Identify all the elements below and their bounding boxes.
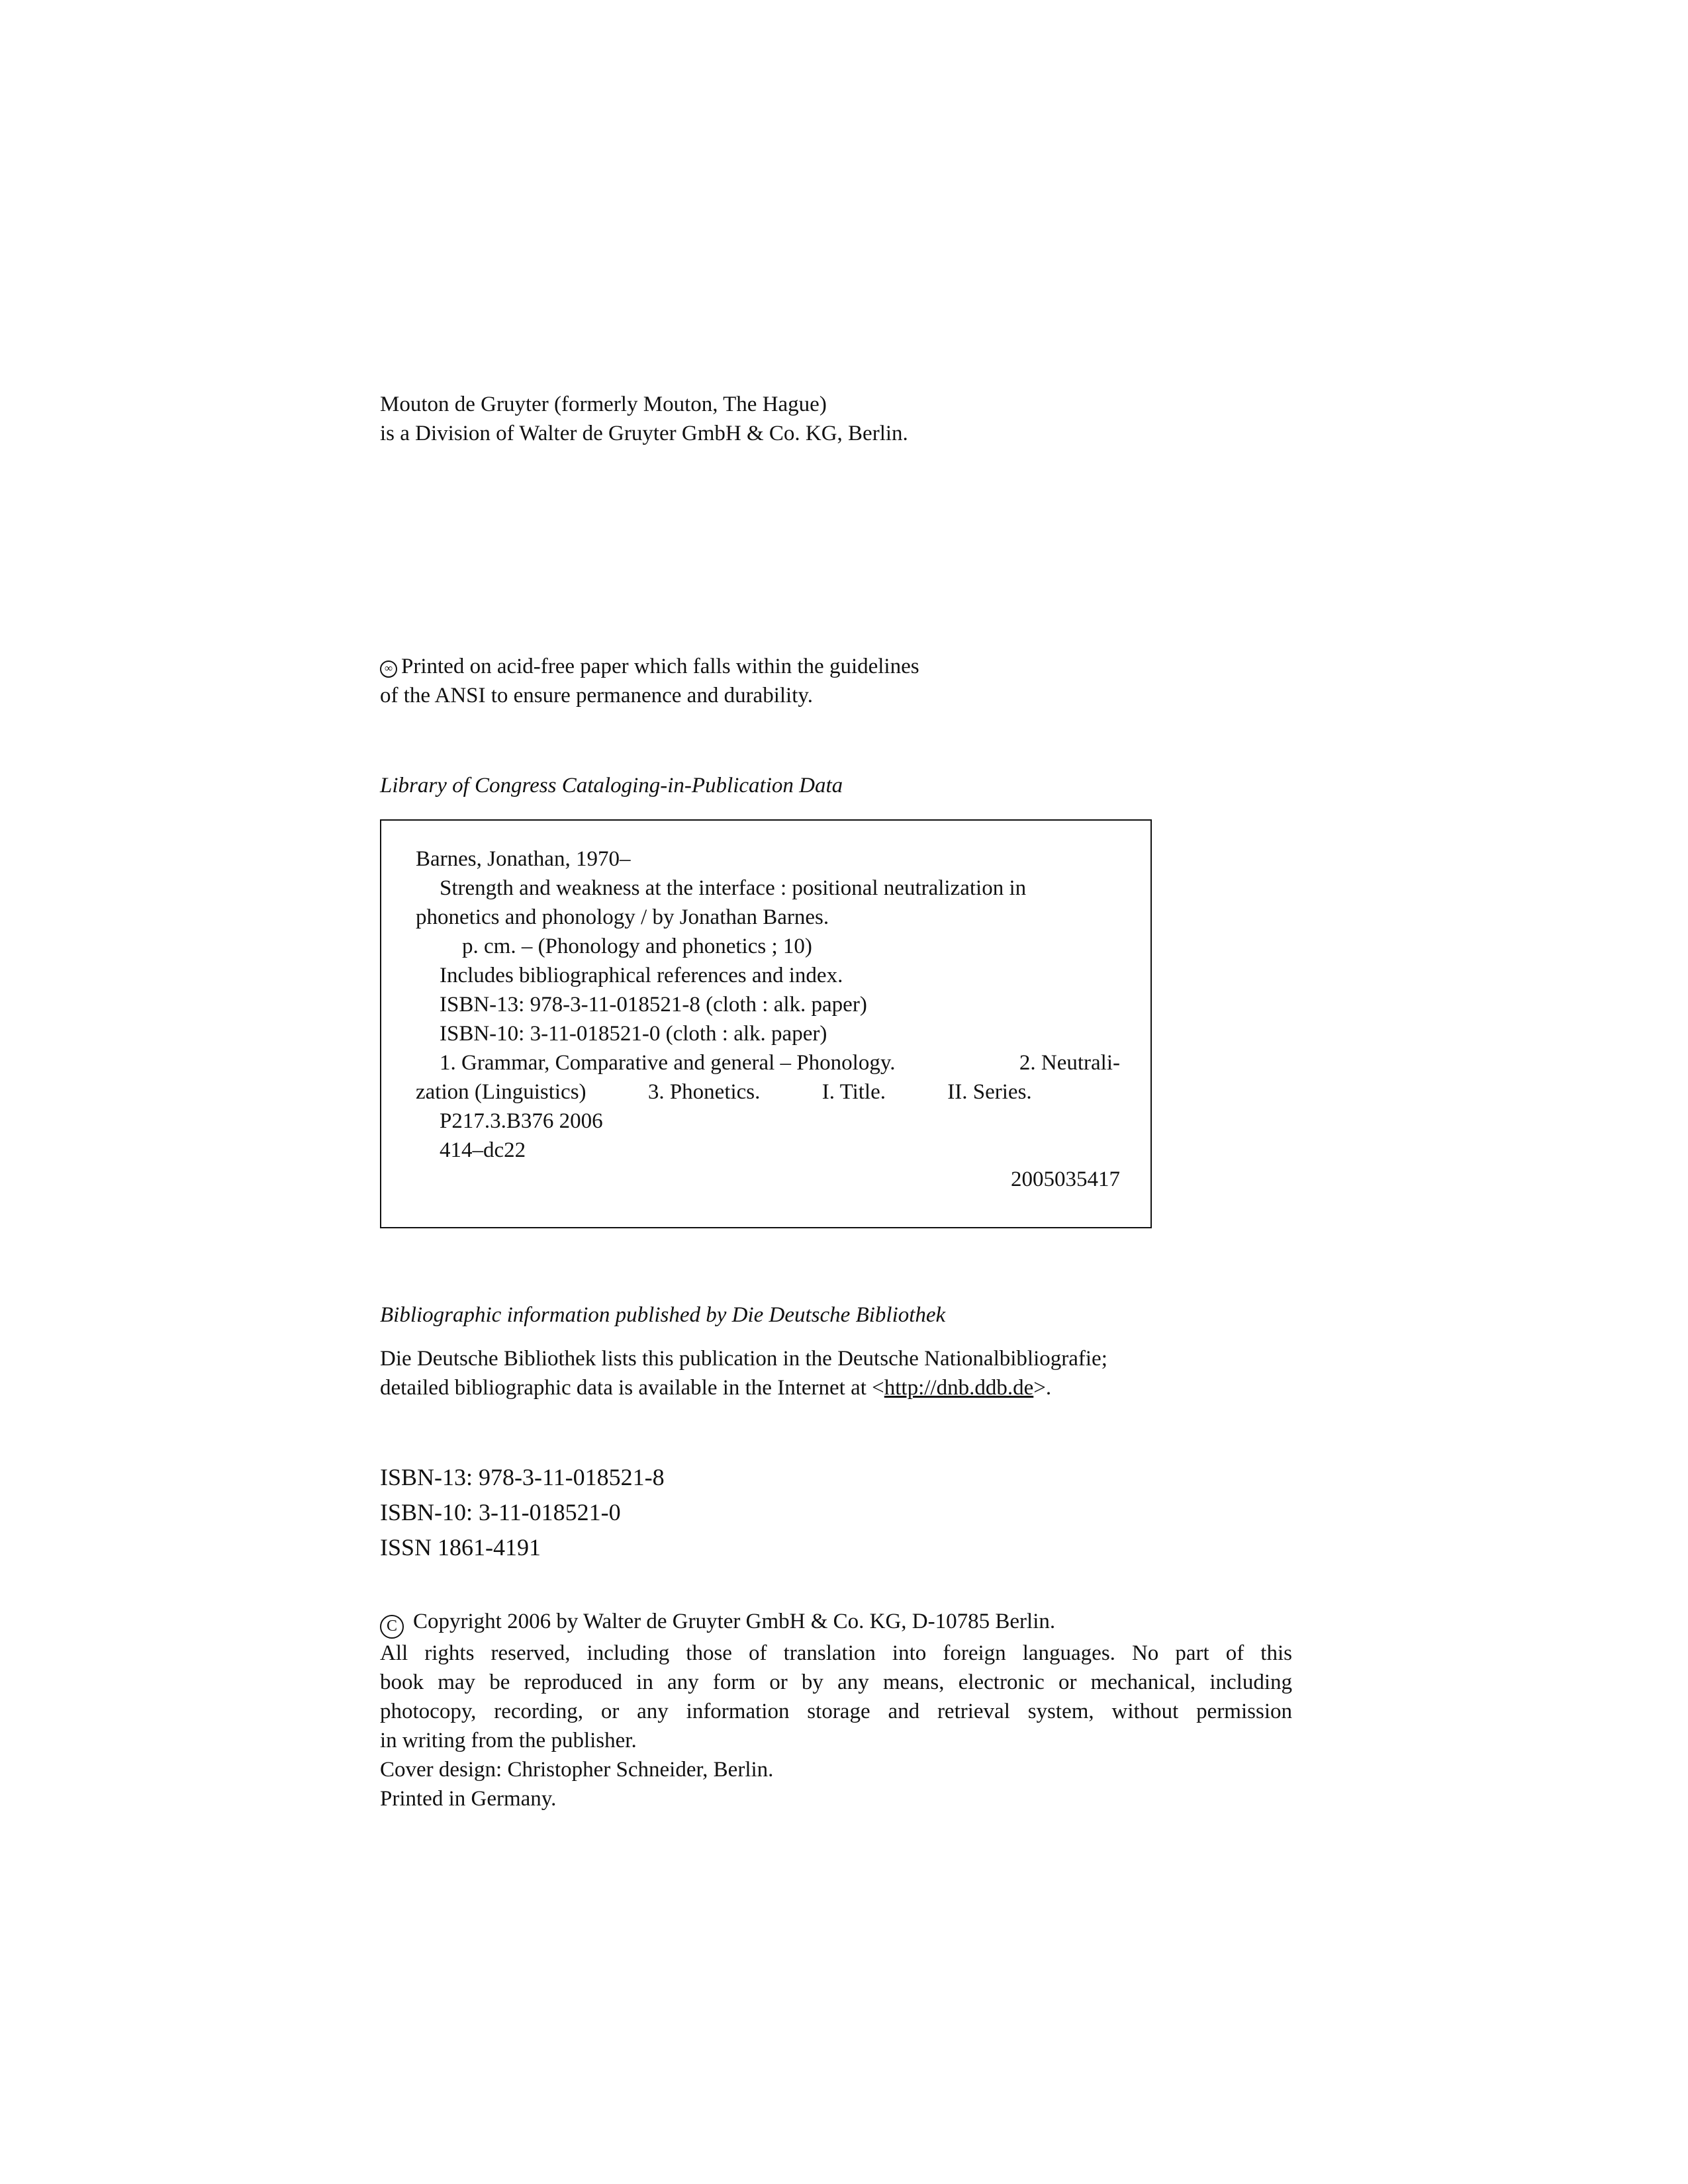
rights-line-2: book may be reproduced in any form or by any means, electronic or mechanical, including xyxy=(380,1670,1292,1694)
cip-isbn10: ISBN-10: 3-11-018521-0 (cloth : alk. paper) xyxy=(440,1022,827,1046)
acid-free-line-1: Printed on acid-free paper which falls within the guidelines xyxy=(401,655,919,678)
issn: ISSN 1861-4191 xyxy=(380,1534,541,1561)
copyright-line: Copyright 2006 by Walter de Gruyter GmbH & Co. KG, D-10785 Berlin. xyxy=(413,1610,1056,1633)
cip-author: Barnes, Jonathan, 1970– xyxy=(416,847,631,871)
cip-physical: p. cm. – (Phonology and phonetics ; 10) xyxy=(462,934,812,958)
dnb-link[interactable]: http://dnb.ddb.de xyxy=(884,1376,1034,1400)
cip-title-entry: I. Title. xyxy=(821,1080,886,1104)
acid-free-line-2: of the ANSI to ensure permanence and durability. xyxy=(380,684,813,707)
infinity-circle-icon: ∞ xyxy=(380,660,397,678)
cip-call-number: P217.3.B376 2006 xyxy=(440,1109,603,1133)
dnb-notice xyxy=(380,1344,1107,1402)
loc-heading: Library of Congress Cataloging-in-Publication Data xyxy=(380,774,843,797)
dnb-line-2-suffix: >. xyxy=(1033,1376,1052,1400)
copyright-notice xyxy=(380,1607,1292,1813)
isbn10: ISBN-10: 3-11-018521-0 xyxy=(380,1499,621,1525)
publisher-line-1: Mouton de Gruyter (formerly Mouton, The Hague) xyxy=(380,392,827,416)
publisher-statement xyxy=(380,390,908,448)
dnb-line-2-prefix: detailed bibliographic data is available in the Internet at < xyxy=(380,1376,884,1400)
cip-series-entry: II. Series. xyxy=(947,1080,1032,1104)
cover-design-credit: Cover design: Christopher Schneider, Berlin. xyxy=(380,1758,774,1782)
cip-subjects-line-1 xyxy=(416,1048,1120,1077)
dnb-line-1: Die Deutsche Bibliothek lists this publication in the Deutsche Nationalbibliografie; xyxy=(380,1347,1107,1371)
cip-subjects-line-2 xyxy=(416,1077,1120,1107)
dnb-heading: Bibliographic information published by Die Deutsche Bibliothek xyxy=(380,1303,946,1327)
rights-line-3: photocopy, recording, or any information storage and retrieval system, without permission xyxy=(380,1700,1292,1723)
copyright-icon: C xyxy=(380,1615,404,1639)
isbn13: ISBN-13: 978-3-11-018521-8 xyxy=(380,1464,665,1490)
cip-lccn: 2005035417 xyxy=(1011,1167,1120,1191)
cip-record-box xyxy=(380,819,1152,1228)
cip-subject-3: 3. Phonetics. xyxy=(647,1080,761,1104)
acid-free-notice xyxy=(380,652,919,710)
rights-line-4: in writing from the publisher. xyxy=(380,1729,637,1752)
cip-subject-2: 2. Neutrali- xyxy=(1019,1051,1120,1075)
cip-dewey: 414–dc22 xyxy=(440,1138,526,1162)
cip-subject-1: 1. Grammar, Comparative and general – Phonology. xyxy=(440,1051,896,1075)
cip-title-line-1: Strength and weakness at the interface : positional neutralization in xyxy=(440,876,1027,900)
cip-title-line-2: phonetics and phonology / by Jonathan Barnes. xyxy=(416,905,829,929)
cip-notes: Includes bibliographical references and index. xyxy=(440,964,843,987)
printed-in: Printed in Germany. xyxy=(380,1787,557,1811)
rights-line-1: All rights reserved, including those of translation into foreign languages. No part of this xyxy=(380,1641,1292,1665)
cip-subject-2-cont: zation (Linguistics) xyxy=(416,1080,586,1104)
publisher-line-2: is a Division of Walter de Gruyter GmbH & Co. KG, Berlin. xyxy=(380,422,908,445)
cip-isbn13: ISBN-13: 978-3-11-018521-8 (cloth : alk. paper) xyxy=(440,993,867,1017)
identifiers-block xyxy=(380,1460,665,1565)
